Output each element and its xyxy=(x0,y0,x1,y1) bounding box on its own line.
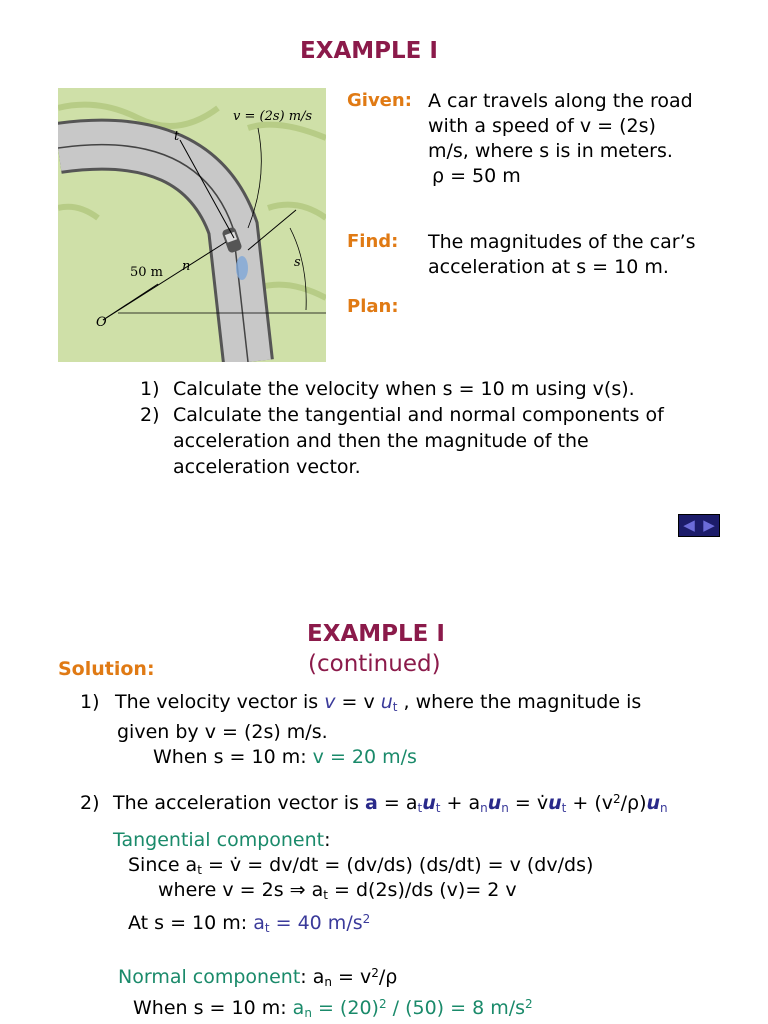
slide1-title: EXAMPLE I xyxy=(300,38,438,64)
velocity-symbol: v xyxy=(324,691,336,713)
n-subscript: n xyxy=(501,801,509,815)
plan-item xyxy=(140,402,664,480)
eq-sign: = xyxy=(377,792,406,814)
n-subscript: n xyxy=(660,801,668,815)
step2 xyxy=(80,792,668,815)
plan-item-num: 1) xyxy=(140,378,160,400)
since-line xyxy=(128,854,593,877)
slide2-title: EXAMPLE I xyxy=(307,621,445,647)
t-subscript: t xyxy=(561,801,567,815)
radius-label: 50 m xyxy=(130,265,164,280)
where-text: where v = 2s ⇒ a xyxy=(158,879,324,901)
unit-vector: u xyxy=(380,691,393,713)
tangential-heading xyxy=(113,829,331,851)
plus-sign: + (v xyxy=(566,792,613,814)
step2-num: 2) xyxy=(80,792,100,814)
velocity-label: v = (2s) m/s xyxy=(233,109,313,124)
origin-label: O xyxy=(96,315,107,330)
given-label: Given: xyxy=(347,90,412,111)
find-text xyxy=(428,230,696,280)
unit-vector-n: u xyxy=(487,792,502,814)
find-label: Find: xyxy=(347,231,399,252)
step1-line2: given by v = (2s) m/s. xyxy=(117,721,328,743)
squared: 2 xyxy=(613,792,621,806)
eq-sign: = xyxy=(508,792,537,814)
where-eq: = d(2s)/ds (v)= 2 v xyxy=(328,879,517,901)
rho-fraction: /ρ) xyxy=(620,792,647,814)
step1-text-end: , where the magnitude is xyxy=(397,691,642,713)
since-eq: = v̇ = dv/dt = (dv/ds) (ds/dt) = v (dv/ds) xyxy=(201,854,594,876)
unit-vector-t: u xyxy=(548,792,562,814)
plan-item-line: Calculate the tangential and normal components of xyxy=(173,404,664,426)
given-line: ρ = 50 m xyxy=(432,165,521,187)
find-line: acceleration at s = 10 m. xyxy=(428,256,669,278)
step1-eq: = v xyxy=(335,691,381,713)
when-line xyxy=(133,997,533,1020)
at-s-text: At s = 10 m: xyxy=(128,912,254,934)
next-slide-icon[interactable]: ▶ xyxy=(703,516,715,534)
find-line: The magnitudes of the car’s xyxy=(428,231,696,253)
road-diagram xyxy=(58,88,326,362)
velocity-result: v = 20 m/s xyxy=(312,746,417,768)
given-line: A car travels along the road xyxy=(428,90,693,112)
plan-item-line: acceleration and then the magnitude of the xyxy=(173,430,589,452)
plus-sign: + xyxy=(440,792,469,814)
step1 xyxy=(80,690,641,770)
at-s-line xyxy=(128,912,370,935)
given-line: m/s, where s is in meters. xyxy=(428,140,673,162)
plan-label: Plan: xyxy=(347,296,399,317)
slide-nav-control[interactable] xyxy=(678,514,720,537)
an-symbol: a xyxy=(468,792,481,814)
step2-text: The acceleration vector is xyxy=(113,792,365,814)
at-symbol: a xyxy=(405,792,418,814)
prev-slide-icon[interactable]: ◀ xyxy=(683,516,695,534)
n-label: n xyxy=(182,259,191,274)
given-text xyxy=(428,89,693,189)
vdot-symbol: v̇ xyxy=(536,792,549,814)
t-subscript: t xyxy=(323,888,328,902)
accel-symbol: a xyxy=(364,792,378,814)
subscript: t xyxy=(392,700,398,714)
plan-list xyxy=(140,376,664,480)
tangential-label: Tangential component xyxy=(113,829,325,851)
t-label: t xyxy=(174,129,180,144)
when-text: When s = 10 m: xyxy=(133,997,293,1019)
plan-item-num: 2) xyxy=(140,404,160,426)
plan-item-line: Calculate the velocity when s = 10 m using v(s). xyxy=(173,378,635,400)
unit-vector-n: u xyxy=(646,792,661,814)
step1-text: The velocity vector is xyxy=(115,691,325,713)
car-shadow xyxy=(236,256,248,280)
slide2-subtitle: (continued) xyxy=(308,651,441,677)
normal-heading: Normal component: $a_n = v^2/\rho$ xyxy=(118,966,398,989)
t-subscript: t xyxy=(435,801,441,815)
where-line xyxy=(158,879,517,902)
step1-num: 1) xyxy=(80,691,100,713)
since-text: Since a xyxy=(128,854,198,876)
n-subscript: n xyxy=(480,801,488,815)
step1-line3 xyxy=(80,745,641,770)
solution-label: Solution: xyxy=(58,658,155,680)
plan-item-line: acceleration vector. xyxy=(173,456,361,478)
t-subscript: t xyxy=(197,863,202,877)
normal-label: Normal component xyxy=(118,966,301,988)
colon: : xyxy=(324,829,331,851)
unit-vector-t: u xyxy=(422,792,436,814)
t-subscript: t xyxy=(417,801,423,815)
given-line: with a speed of v = (2s) xyxy=(428,115,656,137)
step1-when: When s = 10 m: xyxy=(153,746,313,768)
s-label: s xyxy=(294,255,301,270)
an-result: $a_n = (20)^2 / (50) = 8$ $m/s^2$ xyxy=(292,997,533,1020)
plan-item xyxy=(140,376,664,402)
at-result: $a_t = 40$ $m/s^2$ xyxy=(253,912,371,935)
